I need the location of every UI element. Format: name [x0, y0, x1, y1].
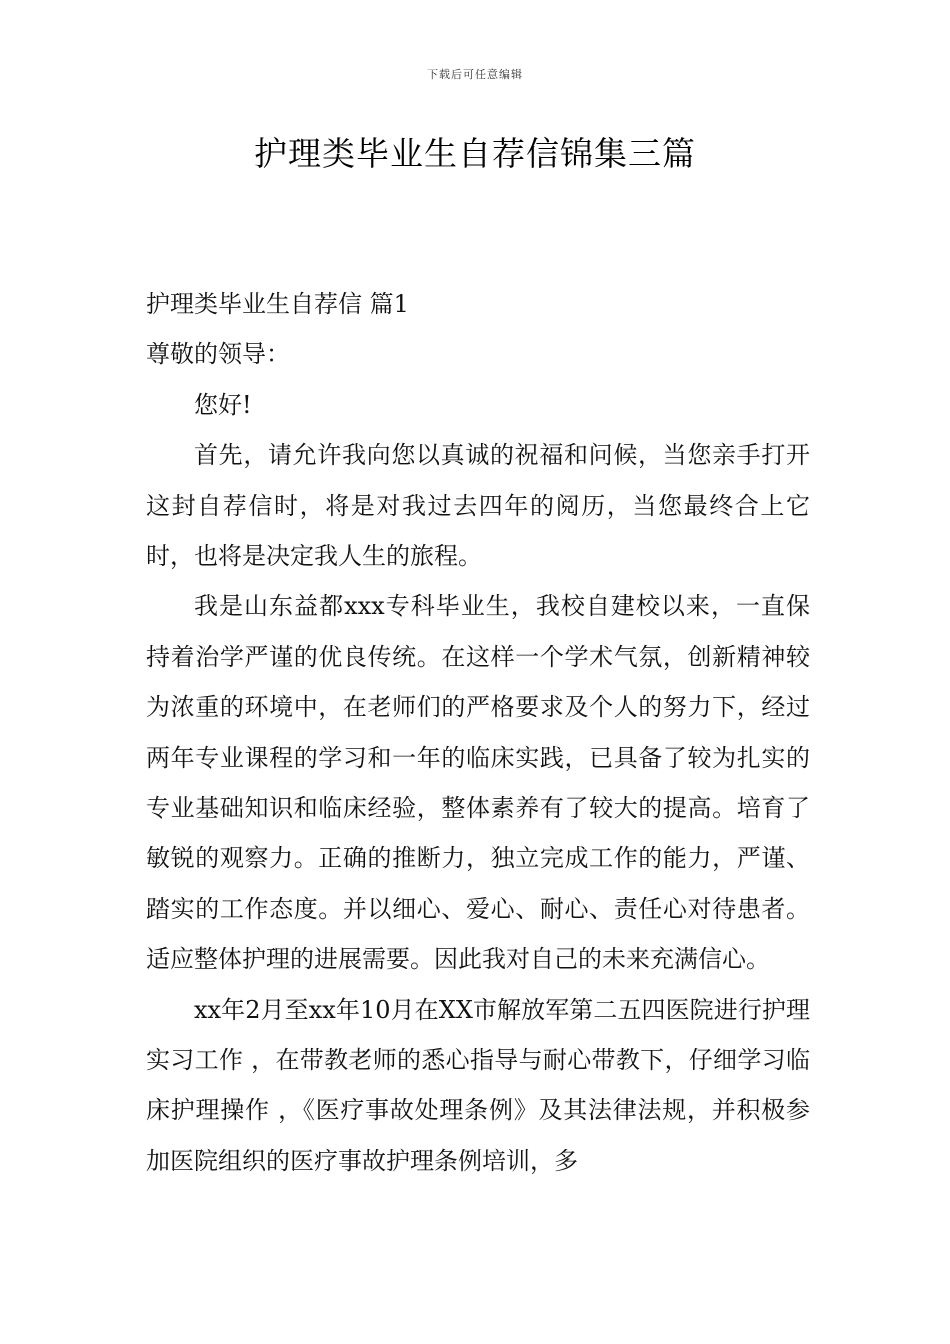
header-note: 下载后可任意编辑	[427, 68, 523, 81]
greeting: 您好!	[194, 390, 252, 419]
paragraph-background: 我是山东益都xxx专科毕业生，我校自建校以来，一直保持着治学严谨的优良传统。在这样一个学术气氛，创新精神较为浓重的环境中，在老师们的严格要求及个人的努力下，经过两年专业课程的学习和一年的临床实践，已具备了较为扎实的专业基础知识和临床经验，整体素养有了较大的提高。培育了敏锐的观察力。正确的推断力，独立完成工作的能力，严谨、踏实的工作态度。并以细心、爱心、耐心、责任心对待患者。适应整体护理的进展需要。因此我对自己的未来充满信心。	[146, 592, 810, 974]
salutation: 尊敬的领导：	[146, 340, 290, 369]
document-title: 护理类毕业生自荐信锦集三篇	[254, 134, 696, 173]
letter-body	[146, 279, 810, 1186]
section-heading: 护理类毕业生自荐信 篇1	[146, 290, 409, 318]
paragraph-intro: 首先，请允许我向您以真诚的祝福和问候，当您亲手打开这封自荐信时，将是对我过去四年的阅历，当您最终合上它时，也将是决定我人生的旅程。	[146, 441, 810, 570]
paragraph-internship: xx年2月至xx年10月在XX市解放军第二五四医院进行护理实习工作 ，在带教老师的悉心指导与耐心带教下，仔细学习临床护理操作 ，《医疗事故处理条例》及其法律法规，并积极参加医院组织的医疗事故护理条例培训，多	[146, 995, 810, 1175]
